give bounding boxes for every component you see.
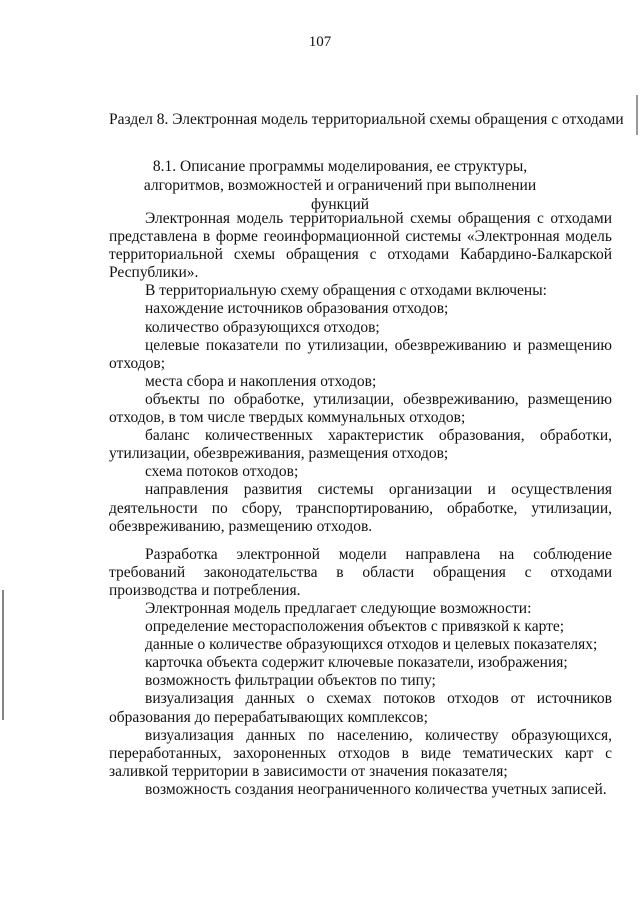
list-item: направления развития системы организации и осуществления деятельности по сбору, транспортированию, обработке, утилизации, обезвреживанию, размещению отходов. — [109, 481, 612, 535]
section-title: Раздел 8. Электронная модель территориальной схемы обращения с отходами — [109, 111, 624, 128]
list-item: баланс количественных характеристик образования, обработки, утилизации, обезвреживания, размещения отходов; — [109, 427, 612, 463]
list-item: нахождение источников образования отходов; — [145, 300, 449, 318]
list-item: объекты по обработке, утилизации, обезвреживанию, размещению отходов, в том числе твердых коммунальных отходов; — [109, 390, 612, 427]
subsection-title: 8.1. Описание программы моделирования, ее структуры, алгоритмов, возможностей и ограничений при выполнении функций — [143, 158, 537, 213]
list-item: возможность фильтрации объектов по типу; — [145, 672, 436, 690]
paragraph: Электронная модель предлагает следующие возможности: — [145, 599, 532, 617]
scan-edge-mark — [2, 590, 4, 720]
list-item: определение месторасположения объектов с привязкой к карте; — [145, 618, 565, 636]
list-item: визуализация данных о схемах потоков отходов от источников образования до перерабатывающих комплексов; — [109, 690, 612, 726]
list-item: визуализация данных по населению, количеству образующихся, переработанных, захороненных отходов в виде тематических карт с заливкой территории в зависимости от значения показателя; — [109, 726, 612, 780]
list-item: возможность создания неограниченного количества учетных записей. — [145, 780, 607, 798]
scan-edge-mark — [636, 95, 638, 135]
paragraph: Разработка электронной модели направлена на соблюдение требований законодательства в области обращения с отходами производства и потребления. — [109, 545, 612, 599]
body-text — [109, 210, 612, 799]
paragraph: Электронная модель территориальной схемы обращения с отходами представлена в форме геоинформационной системы «Электронная модель территориальной схемы обращения с отходами Кабардино-Балкарской Республики». — [109, 210, 612, 282]
page-number: 107 — [308, 34, 332, 50]
list-item: данные о количестве образующихся отходов и целевых показателях; — [145, 636, 598, 654]
paragraph: В территориальную схему обращения с отходами включены: — [145, 282, 547, 300]
list-item: схема потоков отходов; — [145, 463, 299, 481]
list-item: целевые показатели по утилизации, обезвреживанию и размещению отходов; — [109, 336, 612, 372]
list-item: количество образующихся отходов; — [145, 318, 380, 336]
list-item: карточка объекта содержит ключевые показатели, изображения; — [145, 654, 568, 672]
list-item: места сбора и накопления отходов; — [145, 372, 377, 390]
